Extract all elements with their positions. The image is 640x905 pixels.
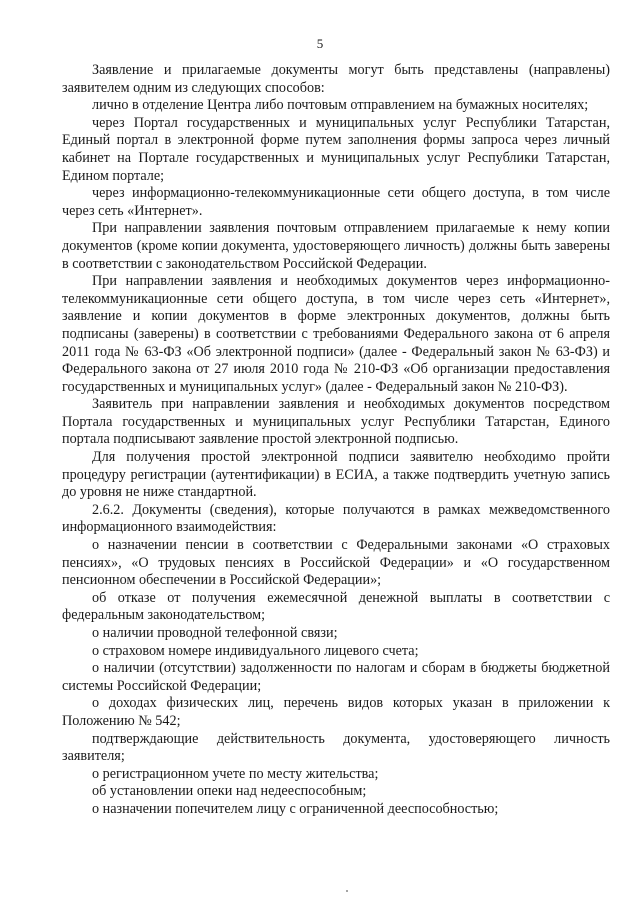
paragraph-submission-methods: Заявление и прилагаемые документы могут быть представлены (направлены) заявителем одним из следующих способов: (62, 62, 610, 96)
paragraph-portal: через Портал государственных и муниципальных услуг Республики Татарстан, Единый портал в электронной форме путем заполнения формы запроса через личный кабинет на Портале государственных и муниципальных услуг Республики Татарстан, Едином портале; (62, 114, 610, 184)
list-item-tax-debt: о наличии (отсутствии) задолженности по налогам и сборам в бюджеты бюджетной системы Российской Федерации; (62, 660, 610, 694)
paragraph-simple-signature: Заявитель при направлении заявления и необходимых документов посредством Портала государственных и муниципальных услуг Республики Татарстан, Единого портала подписывают заявление простой электронной подписью. (62, 396, 610, 448)
list-item-telephone: о наличии проводной телефонной связи; (92, 625, 338, 641)
paragraph-esia-registration: Для получения простой электронной подписи заявителю необходимо пройти процедуру регистрации (аутентификации) в ЕСИА, а также подтвердить учетную запись до уровня не ниже стандартной. (62, 449, 610, 501)
list-item-registration: о регистрационном учете по месту жительства; (92, 765, 379, 782)
list-item-monthly-payment-refusal: об отказе от получения ежемесячной денежной выплаты в соответствии с федеральным законодательством; (62, 589, 610, 624)
list-item-insurance-number: о страховом номере индивидуального лицевого счета; (92, 642, 419, 659)
list-item-identity-document: подтверждающие действительность документа, удостоверяющего личность заявителя; (62, 730, 610, 765)
list-item-trusteeship: о назначении попечителем лицу с ограниченной дееспособностью; (92, 800, 499, 817)
scan-speck (346, 890, 348, 892)
paragraph-section-2-6-2: 2.6.2. Документы (сведения), которые получаются в рамках межведомственного информационного взаимодействия: (62, 501, 610, 536)
paragraph-in-person: лично в отделение Центра либо почтовым отправлением на бумажных носителях; (92, 97, 589, 114)
list-item-guardianship: об установлении опеки над недееспособным; (92, 783, 367, 800)
paragraph-postal-copies: При направлении заявления почтовым отправлением прилагаемые к нему копии документов (кроме копии документа, удостоверяющего личность) должны быть заверены в соответствии с законодательством Российской Федерации. (62, 220, 610, 272)
list-item-pension: о назначении пенсии в соответствии с Федеральными законами «О страховых пенсиях», «О трудовых пенсиях в Российской Федерации» и «О государственном пенсионном обеспечении в Российской Федерации»; (62, 537, 610, 589)
document-body (62, 62, 610, 819)
page-number: 5 (316, 36, 324, 51)
list-item-income: о доходах физических лиц, перечень видов которых указан в приложении к Положению № 542; (62, 695, 610, 729)
paragraph-internet: через информационно-телекоммуникационные сети общего доступа, в том числе через сеть «Интернет». (62, 185, 610, 219)
paragraph-electronic-signature-law: При направлении заявления и необходимых документов через информационно-телекоммуникационные сети общего доступа, в том числе через сеть «Интернет», заявление и копии документов в форме электронных документов, должны быть подписаны (заверены) в соответствии с требованиями Федерального закона от 6 апреля 2011 года № 63-ФЗ «Об электронной подписи» (далее - Федеральный закон № 63-ФЗ) и Федерального закона от 27 июля 2010 года № 210-ФЗ «Об организации предоставления государственных и муниципальных услуг» (далее - Федеральный закон № 210-ФЗ). (62, 273, 610, 395)
